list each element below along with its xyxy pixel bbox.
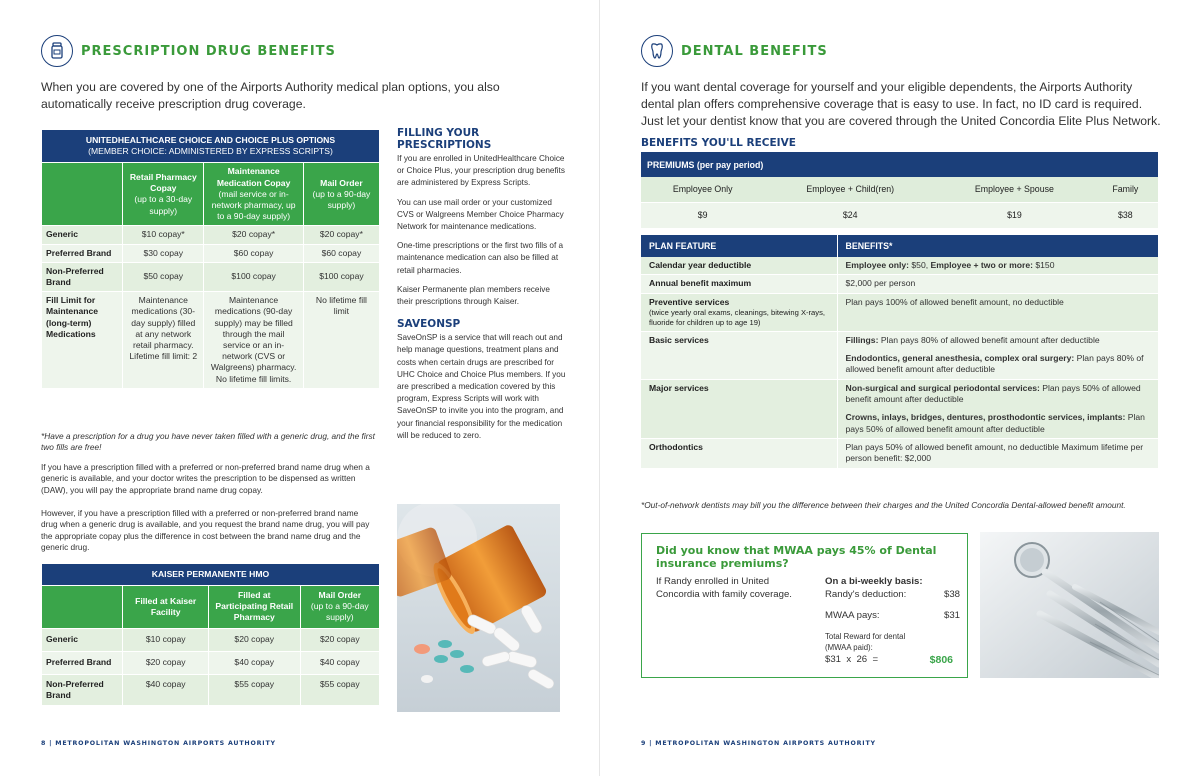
cell: $55 copay [208, 674, 300, 705]
benefit-para [846, 353, 1151, 376]
cell: $60 copay [204, 244, 303, 262]
table-row [42, 226, 380, 244]
total-reward-label: Total Reward for dental (MWAA paid): [825, 631, 906, 652]
filling-prescriptions-column [397, 127, 567, 449]
benefit-para [846, 383, 1151, 406]
section-title: DENTAL BENEFITS [681, 43, 828, 59]
cell: $50 copay [123, 262, 204, 291]
cell: Maintenance medications (90-day supply) may be filled through the mail service or an in-network (CVS or Walgreens) pharmacy. No lifetime fill limits. [204, 292, 303, 389]
dental-intro: If you want dental coverage for yourself and your eligible dependents, the Airports Authority dental plan offers comprehensive coverage that is easy to use. In fact, no ID card is required. Just let your dentist know that you are covered through the United Concordia Elite Plus Network. [641, 80, 1161, 128]
benefit-para [846, 412, 1151, 435]
cell: $100 copay [204, 262, 303, 291]
premium-value: $9 [641, 202, 764, 228]
uhc-subtitle: (MEMBER CHOICE: ADMINISTERED BY EXPRESS SCRIPTS) [88, 146, 333, 157]
table-row [641, 257, 1158, 275]
left-page-footer: 8 | METROPOLITAN WASHINGTON AIRPORTS AUTHORITY [41, 740, 276, 747]
feature-label: Annual benefit maximum [641, 275, 837, 293]
kaiser-col-mail [300, 586, 379, 629]
benefit-cell [837, 331, 1158, 379]
premium-header: Family [1093, 177, 1158, 202]
bold-label: Employee only: [845, 260, 910, 270]
table-row [42, 651, 380, 674]
kaiser-table-title: KAISER PERMANENTE HMO [42, 564, 380, 586]
benefit-cell [837, 257, 1158, 275]
table-row [641, 331, 1158, 379]
cell: No lifetime fill limit [303, 292, 379, 389]
col-sub: (up to a 90-day supply) [312, 188, 371, 211]
table-row [42, 674, 380, 705]
kaiser-col-facility: Filled at Kaiser Facility [123, 586, 209, 629]
empty-header-cell [42, 586, 123, 629]
text: $150 [1032, 260, 1055, 270]
feature-label: Major services [641, 379, 837, 438]
randy-label: Randy's deduction: [825, 588, 907, 600]
cell: Maintenance medications (30-day supply) filled at any network retail pharmacy. Lifetime fill limit: 2 [123, 292, 204, 389]
row-label: Generic [42, 628, 123, 651]
table-row [641, 275, 1158, 293]
tooth-icon [641, 35, 673, 67]
premium-value: $38 [1093, 202, 1158, 228]
premium-headers [641, 177, 1158, 202]
cell: $40 copay [300, 651, 379, 674]
prescription-section-header [41, 35, 336, 67]
benefit-cell: Plan pays 50% of allowed benefit amount, no deductible Maximum lifetime per person benefit: $2,000 [837, 438, 1158, 468]
cell: $20 copay [208, 628, 300, 651]
callout-title: Did you know that MWAA pays 45% of Dental insurance premiums? [656, 544, 937, 570]
bold-label: Employee + two or more: [930, 260, 1033, 270]
uhc-title: UNITEDHEALTHCARE CHOICE AND CHOICE PLUS OPTIONS [85, 135, 336, 145]
row-label: Fill Limit for Maintenance (long-term) Medications [42, 292, 123, 389]
col-sub: (up to a 90-day supply) [310, 601, 369, 623]
pill-bottle-icon [41, 35, 73, 67]
benefit-para [846, 335, 1151, 346]
uhc-col-retail [123, 163, 204, 226]
text: Plan pays 80% of allowed benefit amount after deductible [845, 353, 1144, 375]
col-title: Maintenance Medication Copay [216, 166, 291, 188]
row-label: Non-Preferred Brand [42, 674, 123, 705]
uhc-col-maintenance [204, 163, 303, 226]
formula: $31 x 26 = [825, 653, 879, 665]
premiums-table [641, 152, 1158, 228]
row-label: Non-Preferred Brand [42, 262, 123, 291]
cell: $60 copay [303, 244, 379, 262]
table-row [641, 379, 1158, 438]
randy-value: $38 [943, 588, 960, 600]
cell: $100 copay [303, 262, 379, 291]
right-page-footer: 9 | METROPOLITAN WASHINGTON AIRPORTS AUTHORITY [641, 740, 876, 747]
cell: $20 copay [300, 628, 379, 651]
feature-subtitle: (twice yearly oral exams, cleanings, bitewing X-rays, fluoride for children up to age 19) [649, 307, 825, 327]
cell: $20 copay* [204, 226, 303, 244]
dental-tools-photo [980, 532, 1159, 678]
table-row [641, 438, 1158, 468]
bold-label: Fillings: [845, 334, 879, 345]
premium-value: $24 [764, 202, 936, 228]
table-row [42, 628, 380, 651]
daw-note: If you have a prescription filled with a preferred or non-preferred brand name drug when a generic is available, and your doctor writes the prescription to be dispensed as written (DAW), you will pay the appropriate brand name drug copay. [41, 462, 370, 495]
table-row [42, 292, 380, 389]
benefits-heading: BENEFITS YOU'LL RECEIVE [641, 137, 796, 149]
premium-value: $19 [936, 202, 1093, 228]
filling-paragraph: You can use mail order or your customized CVS or Walgreens Member Choice Pharmacy Network for maintenance medications. [397, 197, 564, 232]
text: Plan pays 50% of allowed benefit amount after deductible [845, 412, 1145, 434]
feature-title: Preventive services [649, 296, 730, 307]
feature-label: Basic services [641, 331, 837, 379]
saveonsp-heading: SAVEONSP [397, 318, 461, 331]
benefit-cell: $2,000 per person [837, 275, 1158, 293]
cell: $20 copay [123, 651, 209, 674]
basis-label: On a bi-weekly basis: [825, 576, 923, 587]
cell: $10 copay [123, 628, 209, 651]
bold-label: Endodontics, general anesthesia, complex oral surgery: [845, 353, 1075, 364]
callout-calculation [825, 576, 960, 666]
prescription-intro: When you are covered by one of the Airports Authority medical plan options, you also automatically receive prescription drug coverage. [41, 80, 500, 111]
saveonsp-paragraph: SaveOnSP is a service that will reach out and help manage questions, treatment plans and costs when certain drugs are prescribed for UHC Choice and Choice Plus members. If you are prescribed a medication covered by this program, Express Scripts will work with SaveOnSP to invite you into the program, and your financial responsibility for the medication will be reduced to zero. [397, 333, 566, 440]
table-row [42, 262, 380, 291]
premium-header: Employee + Child(ren) [764, 177, 936, 202]
text: $50, [909, 260, 931, 270]
empty-header-cell [42, 163, 123, 226]
row-label: Generic [42, 226, 123, 244]
plan-features-table [641, 235, 1158, 469]
feature-label: Calendar year deductible [641, 257, 837, 275]
uhc-copay-table [41, 129, 380, 389]
benefit-cell: Plan pays 100% of allowed benefit amount, no deductible [837, 293, 1158, 331]
uhc-column-headers [42, 163, 380, 226]
section-title: PRESCRIPTION DRUG BENEFITS [81, 43, 336, 59]
right-page [600, 0, 1200, 776]
kaiser-column-headers [42, 586, 380, 629]
filling-paragraph: Kaiser Permanente plan members receive their prescriptions through Kaiser. [397, 284, 550, 307]
plan-feature-header: PLAN FEATURE [641, 235, 837, 257]
cell: $10 copay* [123, 226, 204, 244]
generic-first-fills-note: *Have a prescription for a drug you have never taken filled with a generic drug, and the first two fills are free! [41, 431, 375, 453]
premium-header: Employee + Spouse [936, 177, 1093, 202]
row-label: Preferred Brand [42, 244, 123, 262]
feature-label: Orthodontics [641, 438, 837, 468]
table-row [42, 244, 380, 262]
kaiser-col-retail: Filled at Participating Retail Pharmacy [208, 586, 300, 629]
cell: $30 copay [123, 244, 204, 262]
text: Plan pays 50% of allowed benefit amount after deductible [845, 382, 1141, 405]
cell: $40 copay [123, 674, 209, 705]
feature-label [641, 293, 837, 331]
filling-paragraph: One-time prescriptions or the first two fills of a maintenance medication can also be filled at retail pharmacies. [397, 241, 564, 275]
filling-heading: FILLING YOUR PRESCRIPTIONS [397, 127, 492, 151]
benefit-cell [837, 379, 1158, 438]
mwaa-callout-box [641, 533, 968, 678]
uhc-table-title [42, 130, 380, 163]
col-sub: (mail service or in-network pharmacy, up to a 90-day supply) [211, 188, 296, 222]
cell: $40 copay [208, 651, 300, 674]
benefits-header: BENEFITS* [837, 235, 1158, 257]
col-sub: (up to a 30-day supply) [134, 194, 193, 216]
cell: $20 copay* [303, 226, 379, 244]
filling-paragraph: If you are enrolled in UnitedHealthcare Choice or Choice Plus, your prescription drug benefits are administered by Express Scripts. [397, 154, 565, 188]
mwaa-value: $31 [943, 610, 960, 621]
brand-request-note: However, if you have a prescription filled with a preferred or non-preferred brand name drug when a generic drug is available, and you request the brand name drug, you will pay the appropriate copay plus the difference in cost between the brand name drug and the generic drug. [41, 508, 370, 552]
cell: $55 copay [300, 674, 379, 705]
bold-label: Crowns, inlays, bridges, dentures, prosthodontic services, implants: [845, 412, 1126, 423]
col-title: Mail Order [318, 590, 362, 600]
mwaa-pays-row [825, 610, 960, 623]
out-of-network-note: *Out-of-network dentists may bill you the difference between their charges and the United Concordia Dental-allowed benefit amount. [641, 500, 1126, 510]
pills-photo [397, 504, 560, 712]
bold-label: Non-surgical and surgical periodontal services: [845, 382, 1040, 393]
dental-section-header [641, 35, 828, 67]
randy-deduction-row [825, 589, 960, 602]
uhc-col-mail [303, 163, 379, 226]
premiums-title: PREMIUMS (per pay period) [641, 152, 1158, 177]
text: Plan pays 80% of allowed benefit amount after deductible [878, 334, 1100, 345]
premium-values [641, 202, 1158, 228]
total-reward-row [825, 654, 953, 667]
col-title: Mail Order [320, 177, 363, 188]
premium-header: Employee Only [641, 177, 764, 202]
total-reward-value: $806 [929, 653, 953, 666]
callout-example: If Randy enrolled in United Concordia with family coverage. [656, 576, 792, 600]
table-row [641, 293, 1158, 331]
row-label: Preferred Brand [42, 651, 123, 674]
col-title: Retail Pharmacy Copay [129, 172, 197, 194]
kaiser-copay-table [41, 563, 380, 706]
mwaa-label: MWAA pays: [825, 610, 880, 621]
